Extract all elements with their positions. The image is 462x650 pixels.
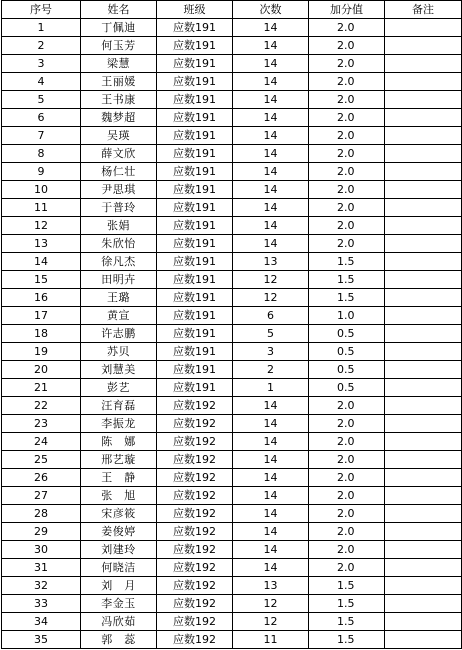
header-note: 备注 xyxy=(385,1,462,19)
cell-name: 彭艺 xyxy=(81,379,157,397)
cell-name: 姜俊婷 xyxy=(81,523,157,541)
cell-times: 14 xyxy=(233,433,309,451)
cell-times: 11 xyxy=(233,631,309,649)
table-row xyxy=(2,631,462,649)
cell-note xyxy=(385,361,462,379)
cell-index: 25 xyxy=(2,451,81,469)
table-row xyxy=(2,577,462,595)
cell-index: 23 xyxy=(2,415,81,433)
cell-times: 14 xyxy=(233,487,309,505)
cell-index: 35 xyxy=(2,631,81,649)
score-table xyxy=(1,0,462,649)
cell-note xyxy=(385,307,462,325)
cell-name: 李金玉 xyxy=(81,595,157,613)
cell-index: 29 xyxy=(2,523,81,541)
cell-class: 应数191 xyxy=(157,37,233,55)
header-name: 姓名 xyxy=(81,1,157,19)
cell-class: 应数192 xyxy=(157,433,233,451)
cell-class: 应数192 xyxy=(157,613,233,631)
cell-score: 2.0 xyxy=(309,199,385,217)
cell-note xyxy=(385,325,462,343)
cell-times: 14 xyxy=(233,127,309,145)
cell-class: 应数191 xyxy=(157,361,233,379)
cell-note xyxy=(385,253,462,271)
cell-index: 26 xyxy=(2,469,81,487)
cell-times: 14 xyxy=(233,91,309,109)
cell-times: 5 xyxy=(233,325,309,343)
cell-times: 14 xyxy=(233,541,309,559)
cell-times: 2 xyxy=(233,361,309,379)
cell-score: 0.5 xyxy=(309,325,385,343)
cell-index: 18 xyxy=(2,325,81,343)
cell-name: 梁慧 xyxy=(81,55,157,73)
cell-class: 应数191 xyxy=(157,253,233,271)
cell-class: 应数191 xyxy=(157,181,233,199)
cell-score: 2.0 xyxy=(309,397,385,415)
header-row xyxy=(2,1,462,19)
cell-times: 3 xyxy=(233,343,309,361)
cell-note xyxy=(385,379,462,397)
cell-score: 2.0 xyxy=(309,217,385,235)
table-row xyxy=(2,325,462,343)
cell-times: 13 xyxy=(233,577,309,595)
cell-score: 2.0 xyxy=(309,163,385,181)
cell-class: 应数192 xyxy=(157,523,233,541)
cell-note xyxy=(385,541,462,559)
cell-class: 应数191 xyxy=(157,127,233,145)
cell-score: 1.5 xyxy=(309,631,385,649)
cell-note xyxy=(385,559,462,577)
cell-name: 吴瑛 xyxy=(81,127,157,145)
cell-name: 王丽媛 xyxy=(81,73,157,91)
table-row xyxy=(2,253,462,271)
cell-name: 陈 娜 xyxy=(81,433,157,451)
cell-score: 2.0 xyxy=(309,487,385,505)
cell-class: 应数191 xyxy=(157,343,233,361)
cell-score: 2.0 xyxy=(309,73,385,91)
table-row xyxy=(2,523,462,541)
table-row xyxy=(2,289,462,307)
cell-score: 2.0 xyxy=(309,37,385,55)
cell-name: 王璐 xyxy=(81,289,157,307)
cell-index: 6 xyxy=(2,109,81,127)
cell-times: 14 xyxy=(233,55,309,73)
cell-score: 2.0 xyxy=(309,181,385,199)
cell-class: 应数191 xyxy=(157,163,233,181)
table-row xyxy=(2,181,462,199)
cell-index: 27 xyxy=(2,487,81,505)
table-row xyxy=(2,595,462,613)
cell-score: 1.5 xyxy=(309,595,385,613)
cell-class: 应数191 xyxy=(157,307,233,325)
cell-name: 汪育磊 xyxy=(81,397,157,415)
table-row xyxy=(2,613,462,631)
cell-class: 应数191 xyxy=(157,73,233,91)
cell-index: 13 xyxy=(2,235,81,253)
cell-score: 0.5 xyxy=(309,379,385,397)
cell-note xyxy=(385,505,462,523)
cell-times: 14 xyxy=(233,73,309,91)
cell-name: 刘建玲 xyxy=(81,541,157,559)
cell-index: 32 xyxy=(2,577,81,595)
table-row xyxy=(2,91,462,109)
cell-class: 应数191 xyxy=(157,271,233,289)
table-row xyxy=(2,73,462,91)
cell-class: 应数192 xyxy=(157,397,233,415)
cell-note xyxy=(385,343,462,361)
cell-note xyxy=(385,487,462,505)
cell-times: 14 xyxy=(233,397,309,415)
table-row xyxy=(2,433,462,451)
cell-times: 14 xyxy=(233,109,309,127)
cell-class: 应数192 xyxy=(157,505,233,523)
cell-name: 薛文欣 xyxy=(81,145,157,163)
cell-index: 1 xyxy=(2,19,81,37)
cell-score: 1.0 xyxy=(309,307,385,325)
header-index: 序号 xyxy=(2,1,81,19)
cell-score: 2.0 xyxy=(309,145,385,163)
table-row xyxy=(2,487,462,505)
cell-name: 刘 月 xyxy=(81,577,157,595)
cell-times: 14 xyxy=(233,181,309,199)
cell-name: 何玉芳 xyxy=(81,37,157,55)
cell-class: 应数191 xyxy=(157,217,233,235)
cell-times: 14 xyxy=(233,505,309,523)
cell-class: 应数192 xyxy=(157,559,233,577)
cell-note xyxy=(385,577,462,595)
cell-index: 19 xyxy=(2,343,81,361)
cell-index: 22 xyxy=(2,397,81,415)
table-row xyxy=(2,559,462,577)
cell-index: 7 xyxy=(2,127,81,145)
cell-index: 14 xyxy=(2,253,81,271)
cell-score: 2.0 xyxy=(309,19,385,37)
cell-index: 31 xyxy=(2,559,81,577)
cell-score: 1.5 xyxy=(309,613,385,631)
table-row xyxy=(2,127,462,145)
cell-score: 2.0 xyxy=(309,541,385,559)
table-row xyxy=(2,451,462,469)
table-row xyxy=(2,199,462,217)
cell-times: 14 xyxy=(233,235,309,253)
cell-note xyxy=(385,235,462,253)
cell-times: 12 xyxy=(233,613,309,631)
cell-times: 13 xyxy=(233,253,309,271)
cell-note xyxy=(385,523,462,541)
cell-name: 张娟 xyxy=(81,217,157,235)
table-row xyxy=(2,163,462,181)
cell-note xyxy=(385,37,462,55)
cell-score: 1.5 xyxy=(309,271,385,289)
cell-times: 14 xyxy=(233,469,309,487)
cell-index: 4 xyxy=(2,73,81,91)
table-row xyxy=(2,37,462,55)
cell-index: 33 xyxy=(2,595,81,613)
cell-class: 应数191 xyxy=(157,379,233,397)
cell-times: 14 xyxy=(233,37,309,55)
header-class: 班级 xyxy=(157,1,233,19)
cell-note xyxy=(385,451,462,469)
cell-note xyxy=(385,613,462,631)
cell-index: 28 xyxy=(2,505,81,523)
table-row xyxy=(2,541,462,559)
table-row xyxy=(2,415,462,433)
cell-class: 应数191 xyxy=(157,109,233,127)
cell-times: 14 xyxy=(233,523,309,541)
cell-name: 刘慧美 xyxy=(81,361,157,379)
cell-name: 许志鹏 xyxy=(81,325,157,343)
cell-times: 14 xyxy=(233,415,309,433)
cell-class: 应数192 xyxy=(157,415,233,433)
cell-times: 14 xyxy=(233,559,309,577)
cell-index: 34 xyxy=(2,613,81,631)
cell-index: 3 xyxy=(2,55,81,73)
cell-score: 1.5 xyxy=(309,289,385,307)
cell-index: 21 xyxy=(2,379,81,397)
cell-class: 应数192 xyxy=(157,631,233,649)
cell-index: 16 xyxy=(2,289,81,307)
cell-times: 14 xyxy=(233,163,309,181)
cell-score: 0.5 xyxy=(309,343,385,361)
cell-score: 2.0 xyxy=(309,91,385,109)
cell-score: 2.0 xyxy=(309,505,385,523)
header-times: 次数 xyxy=(233,1,309,19)
cell-score: 2.0 xyxy=(309,523,385,541)
cell-score: 2.0 xyxy=(309,127,385,145)
cell-name: 黄宣 xyxy=(81,307,157,325)
cell-index: 5 xyxy=(2,91,81,109)
cell-class: 应数192 xyxy=(157,577,233,595)
cell-note xyxy=(385,199,462,217)
cell-score: 1.5 xyxy=(309,253,385,271)
cell-class: 应数191 xyxy=(157,199,233,217)
cell-class: 应数191 xyxy=(157,325,233,343)
cell-class: 应数191 xyxy=(157,145,233,163)
table-row xyxy=(2,271,462,289)
cell-index: 8 xyxy=(2,145,81,163)
cell-times: 1 xyxy=(233,379,309,397)
cell-index: 2 xyxy=(2,37,81,55)
cell-name: 丁佩迪 xyxy=(81,19,157,37)
cell-note xyxy=(385,217,462,235)
table-row xyxy=(2,343,462,361)
cell-note xyxy=(385,595,462,613)
cell-name: 于普玲 xyxy=(81,199,157,217)
cell-note xyxy=(385,109,462,127)
cell-index: 30 xyxy=(2,541,81,559)
cell-note xyxy=(385,55,462,73)
cell-name: 朱欣怡 xyxy=(81,235,157,253)
cell-note xyxy=(385,415,462,433)
cell-times: 12 xyxy=(233,595,309,613)
cell-name: 田明卉 xyxy=(81,271,157,289)
cell-index: 9 xyxy=(2,163,81,181)
table-row xyxy=(2,235,462,253)
header-score: 加分值 xyxy=(309,1,385,19)
cell-note xyxy=(385,145,462,163)
table-row xyxy=(2,505,462,523)
cell-times: 14 xyxy=(233,145,309,163)
cell-class: 应数191 xyxy=(157,91,233,109)
table-row xyxy=(2,469,462,487)
cell-class: 应数191 xyxy=(157,289,233,307)
table-body xyxy=(2,19,462,649)
table-row xyxy=(2,55,462,73)
cell-note xyxy=(385,397,462,415)
cell-name: 邢艺璇 xyxy=(81,451,157,469)
cell-times: 14 xyxy=(233,217,309,235)
cell-class: 应数192 xyxy=(157,595,233,613)
cell-name: 何晓洁 xyxy=(81,559,157,577)
cell-score: 0.5 xyxy=(309,361,385,379)
cell-name: 王书康 xyxy=(81,91,157,109)
cell-times: 6 xyxy=(233,307,309,325)
cell-note xyxy=(385,433,462,451)
cell-score: 2.0 xyxy=(309,55,385,73)
cell-note xyxy=(385,91,462,109)
cell-score: 2.0 xyxy=(309,235,385,253)
cell-score: 2.0 xyxy=(309,433,385,451)
cell-note xyxy=(385,163,462,181)
cell-score: 2.0 xyxy=(309,451,385,469)
cell-score: 2.0 xyxy=(309,559,385,577)
cell-index: 20 xyxy=(2,361,81,379)
table-row xyxy=(2,109,462,127)
cell-times: 14 xyxy=(233,199,309,217)
cell-note xyxy=(385,181,462,199)
cell-note xyxy=(385,127,462,145)
cell-note xyxy=(385,73,462,91)
cell-name: 王 静 xyxy=(81,469,157,487)
cell-name: 张 旭 xyxy=(81,487,157,505)
cell-index: 17 xyxy=(2,307,81,325)
cell-class: 应数192 xyxy=(157,469,233,487)
table-row xyxy=(2,19,462,37)
table-row xyxy=(2,145,462,163)
cell-note xyxy=(385,469,462,487)
cell-note xyxy=(385,631,462,649)
cell-name: 宋彦筱 xyxy=(81,505,157,523)
cell-name: 魏梦超 xyxy=(81,109,157,127)
cell-index: 10 xyxy=(2,181,81,199)
table-row xyxy=(2,307,462,325)
cell-class: 应数191 xyxy=(157,19,233,37)
table-row xyxy=(2,217,462,235)
cell-name: 郭 蕊 xyxy=(81,631,157,649)
cell-index: 24 xyxy=(2,433,81,451)
cell-times: 14 xyxy=(233,451,309,469)
cell-times: 12 xyxy=(233,289,309,307)
cell-index: 12 xyxy=(2,217,81,235)
cell-class: 应数191 xyxy=(157,235,233,253)
cell-score: 2.0 xyxy=(309,469,385,487)
cell-name: 冯欣茹 xyxy=(81,613,157,631)
cell-index: 15 xyxy=(2,271,81,289)
cell-class: 应数192 xyxy=(157,541,233,559)
cell-name: 尹思琪 xyxy=(81,181,157,199)
cell-note xyxy=(385,271,462,289)
cell-class: 应数192 xyxy=(157,487,233,505)
cell-times: 14 xyxy=(233,19,309,37)
cell-score: 1.5 xyxy=(309,577,385,595)
cell-index: 11 xyxy=(2,199,81,217)
cell-note xyxy=(385,19,462,37)
table-row xyxy=(2,397,462,415)
cell-name: 李振龙 xyxy=(81,415,157,433)
cell-class: 应数191 xyxy=(157,55,233,73)
cell-note xyxy=(385,289,462,307)
table-row xyxy=(2,361,462,379)
cell-name: 徐凡杰 xyxy=(81,253,157,271)
cell-times: 12 xyxy=(233,271,309,289)
cell-name: 苏贝 xyxy=(81,343,157,361)
cell-score: 2.0 xyxy=(309,415,385,433)
cell-score: 2.0 xyxy=(309,109,385,127)
cell-class: 应数192 xyxy=(157,451,233,469)
table-row xyxy=(2,379,462,397)
cell-name: 杨仁壮 xyxy=(81,163,157,181)
